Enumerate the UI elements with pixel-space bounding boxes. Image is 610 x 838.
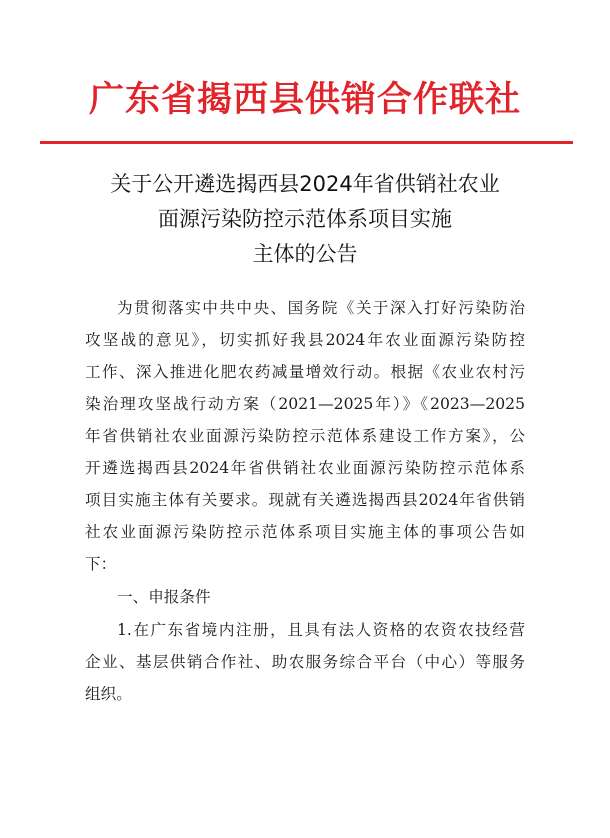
item-line-1: 1.在广东省境内注册，且具有法人资格的农资农技经营 <box>117 621 525 639</box>
body-line-6: 开遴选揭西县2024年省供销社农业面源污染防控示范体系 <box>85 459 525 477</box>
section-heading: 一、申报条件 <box>117 588 211 606</box>
notice-title-line-1: 关于公开遴选揭西县2024年省供销社农业 <box>110 172 500 196</box>
body-line-1: 为贯彻落实中共中央、国务院《关于深入打好污染防治 <box>117 299 525 317</box>
body-line-2: 攻坚战的意见》，切实抓好我县2024年农业面源污染防控 <box>85 331 525 349</box>
body-line-8: 社农业面源污染防控示范体系项目实施主体的事项公告如 <box>85 523 525 541</box>
body-line-9: 下： <box>85 555 117 573</box>
item-line-3: 组织。 <box>85 685 132 703</box>
notice-title-line-3: 主体的公告 <box>252 242 358 266</box>
body-line-3: 工作、深入推进化肥农药减量增效行动。根据《农业农村污 <box>85 363 525 381</box>
item-line-2: 企业、基层供销合作社、助农服务综合平台（中心）等服务 <box>85 653 525 671</box>
red-divider-line <box>40 141 573 144</box>
body-line-4: 染治理攻坚战行动方案（2021—2025年）》《2023—2025 <box>85 395 525 413</box>
letterhead-title: 广东省揭西县供销合作联社 <box>88 79 521 120</box>
notice-title-line-2: 面源污染防控示范体系项目实施 <box>158 207 452 231</box>
body-line-7: 项目实施主体有关要求。现就有关遴选揭西县2024年省供销 <box>85 491 525 509</box>
body-line-5: 年省供销社农业面源污染防控示范体系建设工作方案》，公 <box>85 427 525 445</box>
